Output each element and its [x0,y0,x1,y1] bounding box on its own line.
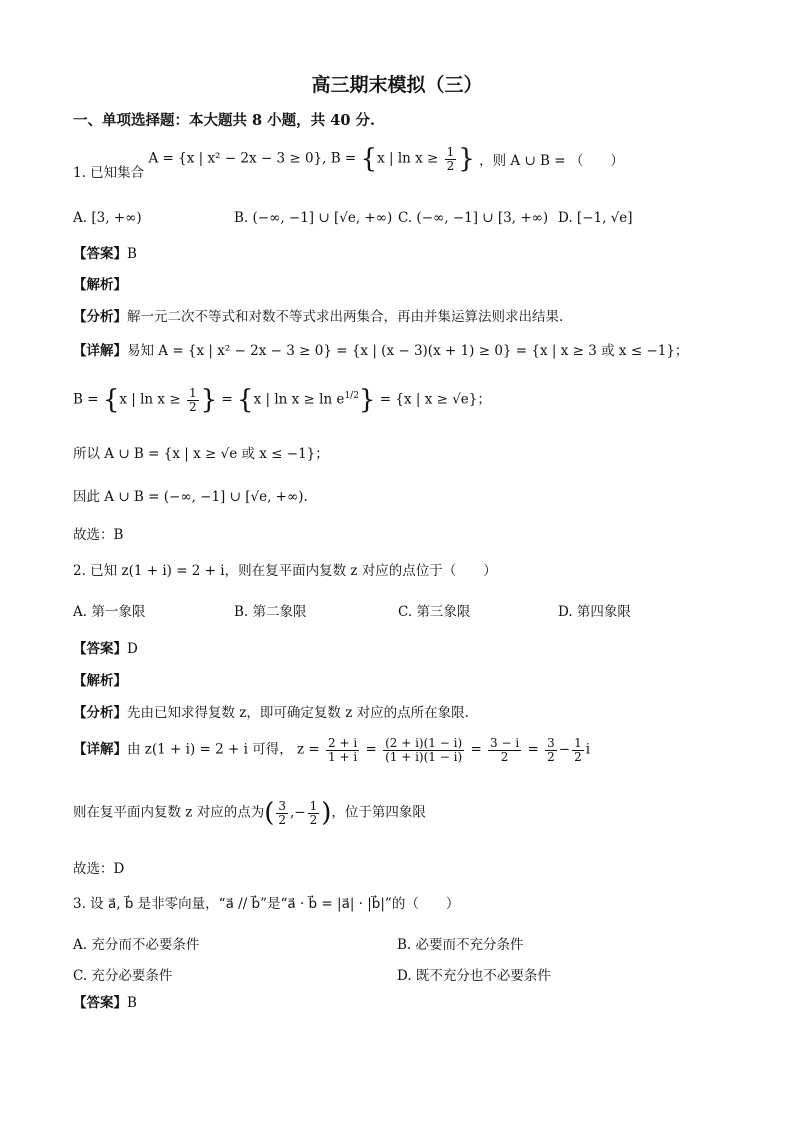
q1-set-b: x | ln x ≥ [377,150,439,167]
q1-option-d: D. [−1, √e] [558,210,633,226]
question-3-stem: 3. 设 a⃗, b⃗ 是非零向量，“a⃗ // b⃗”是“a⃗ · b⃗ = |a⃗| · |b⃗|”的（ ） [73,896,460,912]
q2-option-b: B. 第二象限 [234,604,307,620]
q2-answer: 【答案】D [73,641,138,657]
q3-option-d: D. 既不充分也不必要条件 [397,968,551,984]
q3-option-a: A. 充分而不必要条件 [73,937,200,953]
q3-option-c: C. 充分必要条件 [73,968,173,984]
q1-fenxi: 【分析】解一元二次不等式和对数不等式求出两集合，再由并集运算法则求出结果. [73,309,564,325]
q1-set-a: A = {x | x² − 2x − 3 ≥ 0}, B = [148,150,357,167]
q3-option-b: B. 必要而不充分条件 [397,937,524,953]
q1-detail-3: 所以 A ∪ B = {x | x ≥ √e 或 x ≤ −1}； [73,446,329,462]
q2-analysis-heading: 【解析】 [73,673,127,689]
q2-option-d: D. 第四象限 [558,604,631,620]
q3-answer: 【答案】B [73,995,137,1011]
q1-conclusion: 故选：B [73,527,124,543]
q2-conclusion: 故选：D [73,861,125,877]
q1-detail-1: 【详解】易知 A = {x | x² − 2x − 3 ≥ 0} = {x | (x − 3)(x + 1) ≥ 0} = {x | x ≥ 3 或 x ≤ −1}； [73,343,689,359]
q1-option-b: B. (−∞, −1] ∪ [√e, +∞) [234,210,393,226]
q1-stem-prefix: 1. 已知集合 [73,164,145,181]
q1-analysis-heading: 【解析】 [73,277,127,293]
section-heading: 一、单项选择题：本大题共 8 小题，共 40 分. [73,112,376,129]
q1-detail-2: B = {x | ln x ≥ $\frac{1}{2}$ } = {x | $\ln x \ge \ln e^{1/2}\} = \{x$ | x ≥ √e}； [73,385,491,416]
q1-fraction: $\frac{1}{2}$ [446,145,455,173]
q1-answer: 【答案】B [73,246,137,262]
q2-option-c: C. 第三象限 [398,604,471,620]
q1-option-a: A. [3, +∞) [73,210,142,226]
q2-option-a: A. 第一象限 [73,604,146,620]
q2-fenxi: 【分析】先由已知求得复数 z，即可确定复数 z 对应的点所在象限. [73,705,469,721]
q2-point: 则在复平面内复数 z 对应的点为( $\frac{3}{2}$ ,− $\frac{1}{2}$ )，位于第四象限 [73,798,426,829]
page-title: 高三期末模拟（三） [311,74,483,96]
q1-stem-suffix: ，则 A ∪ B = （ ） [479,152,624,169]
question-2-stem: 2. 已知 z(1 + i) = 2 + i，则在复平面内复数 z 对应的点位于（ ） [73,563,497,579]
q1-option-c: C. (−∞, −1] ∪ [3, +∞) [398,210,549,226]
q2-detail: 【详解】由 z(1 + i) = 2 + i 可得， z = $\frac{2 + i}{1 + i}$ = $\frac{(2 + i)(1 - i)}{(1 + i)(1 - i)}$ = $\frac{3 - i}{2}$ = $\frac{3}{2}$ − $\frac{1}{2}$ i [73,736,591,764]
question-1-stem: 1. 已知集合 A = {x | x² − 2x − 3 ≥ 0}, B = {x | ln x ≥ $\frac{1}{2}$ } ，则 A ∪ B = （ ） [73,144,624,181]
q1-detail-4: 因此 A ∪ B = (−∞, −1] ∪ [√e, +∞). [73,489,308,505]
